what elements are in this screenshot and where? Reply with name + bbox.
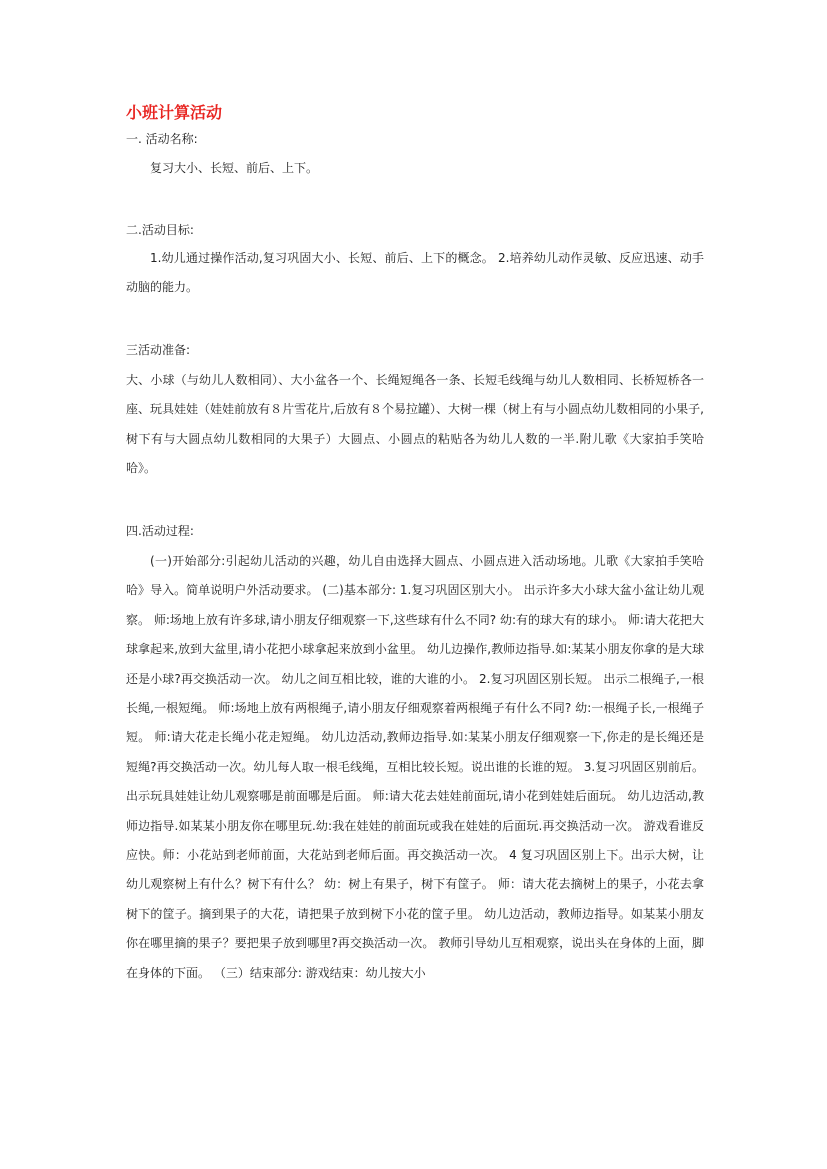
section-4-body: (一)开始部分:引起幼儿活动的兴趣，幼儿自由选择大圆点、小圆点进入活动场地。儿歌《大家拍手笑哈哈》导入。简单说明户外活动要求。 (二)基本部分: 1.复习巩固区别大小。 出示许多大小球大盆小盆让幼儿观察。 师:场地上放有许多球,请小朋友仔细观察一下,这些球有什么不同? 幼:有的球大有的球小。 师:请大花把大球拿起来,放到大盆里,请小花把小球拿起来放到小盆里。 幼儿边操作,教师边指导.如:某某小朋友你拿的是大球还是小球?再交换活动一次。 幼儿之间互相比较，谁的大谁的小。 2.复习巩固区别长短。 出示二根绳子,一根长绳,一根短绳。 师:场地上放有两根绳子,请小朋友仔细观察着两根绳子有什么不同? 幼:一根绳子长,一根绳子短。 师:请大花走长绳小花走短绳。 幼儿边活动,教师边指导.如:某某小朋友仔细观察一下,你走的是长绳还是短绳?再交换活动一次。幼儿每人取一根毛线绳，互相比较长短。说出谁的长谁的短。 3.复习巩固区别前后。 出示玩具娃娃让幼儿观察哪是前面哪是后面。 师:请大花去娃娃前面玩,请小花到娃娃后面玩。 幼儿边活动,教师边指导.如某某小朋友你在哪里玩.幼:我在娃娃的前面玩或我在娃娃的后面玩.再交换活动一次。 游戏看谁反应快。师：小花站到老师前面，大花站到老师后面。再交换活动一次。 4 复习巩固区别上下。出示大树，让幼儿观察树上有什么？树下有什么？ 幼：树上有果子，树下有筐子。 师：请大花去摘树上的果子，小花去拿树下的筐子。摘到果子的大花，请把果子放到树下小花的筐子里。 幼儿边活动，教师边指导。如某某小朋友你在哪里摘的果子？要把果子放到哪里?再交换活动一次。 教师引导幼儿互相观察，说出头在身体的上面，脚在身体的下面。 （三）结束部分: 游戏结束：幼儿按大小 xyxy=(126,554,704,980)
section-4-heading: 四.活动过程: xyxy=(126,524,194,538)
section-2-heading: 二.活动目标: xyxy=(126,223,194,237)
document-title: 小班计算活动 xyxy=(126,103,223,122)
section-3-body: 大、小球（与幼儿人数相同）、大小盆各一个、长绳短绳各一条、长短毛线绳与幼儿人数相同、长桥短桥各一座、玩具娃娃（娃娃前放有８片雪花片,后放有８个易拉罐）、大树一棵（树上有与小圆点幼儿数相同的小果子,树下有与大圆点幼儿数相同的大果子）大圆点、小圆点的粘贴各为幼儿人数的一半.附儿歌《大家拍手笑哈哈》。 xyxy=(126,373,704,476)
section-3-heading: 三活动准备: xyxy=(126,343,191,357)
section-1-body: 复习大小、长短、前后、上下。 xyxy=(150,161,319,175)
section-2-body: 1.幼儿通过操作活动,复习巩固大小、长短、前后、上下的概念。 2.培养幼儿动作灵敏、反应迅速、动手动脑的能力。 xyxy=(126,251,704,295)
section-1-heading: 一. 活动名称: xyxy=(126,132,198,146)
